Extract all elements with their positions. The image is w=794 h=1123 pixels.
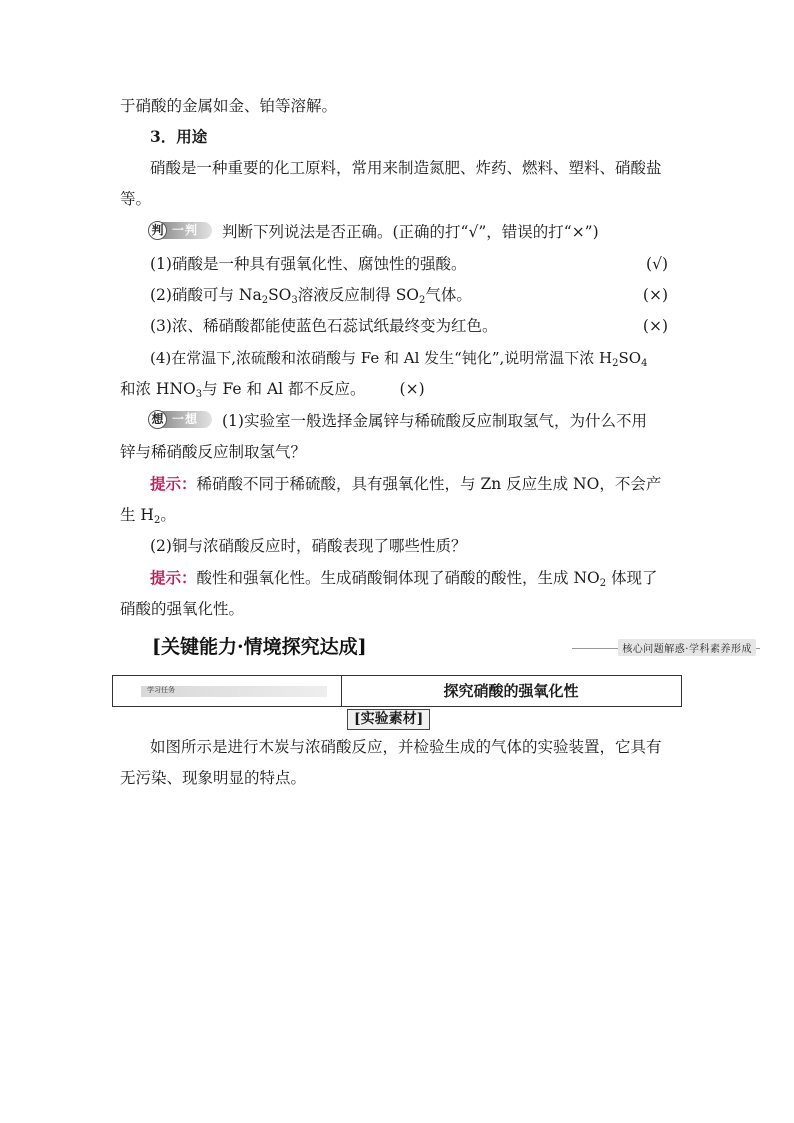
think-answer-2-line1	[150, 567, 706, 589]
judge-item-4-line2	[120, 378, 676, 400]
think-answer-1-line1	[150, 473, 706, 495]
answer-part: 。	[160, 506, 176, 524]
subscript: 2	[419, 295, 426, 306]
section-title: [关键能力·情境探究达成]	[152, 636, 367, 658]
judge-instruction	[150, 221, 706, 243]
formula-part: 气体。	[425, 286, 472, 304]
hint-label: 提示：	[150, 568, 197, 587]
judge-item-3	[150, 315, 676, 337]
judge-item-3-text: (3)浓、稀硝酸都能使蓝色石蕊试纸最终变为红色。	[150, 317, 498, 335]
task-title: 探究硝酸的强氧化性	[443, 682, 579, 700]
judge-item-2	[150, 284, 676, 306]
answer-part: 生 H	[120, 506, 154, 524]
formula-part: SO	[268, 286, 292, 304]
judge-badge	[150, 222, 212, 239]
think-badge	[150, 411, 212, 428]
hint-label: 提示：	[150, 474, 197, 493]
judge-item-1-mark: (√)	[646, 255, 668, 273]
judge-item-4-text: 和浓 HNO	[120, 380, 196, 398]
material-line2: 无污染、现象明显的特点。	[120, 769, 307, 787]
judge-item-3-mark: (×)	[642, 317, 668, 335]
judge-item-4-line1	[150, 347, 706, 369]
think-answer-1-text: 稀硝酸不同于稀硫酸，具有强氧化性，与 Zn 反应生成 NO，不会产	[196, 475, 662, 493]
material-label: [实验素材]	[347, 709, 430, 730]
think-question-1-line1	[150, 410, 706, 432]
subscript: 3	[195, 389, 203, 400]
formula-part: 与 Fe 和 Al 都不反应。	[202, 380, 366, 398]
subscript: 3	[291, 295, 298, 306]
task-table	[112, 675, 682, 707]
subscript: 2	[599, 578, 607, 589]
judge-badge-label: 一判	[172, 223, 199, 237]
subscript: 4	[641, 358, 648, 369]
section-subtitle: 核心问题解惑·学科素养形成	[618, 639, 756, 656]
subscript: 2	[153, 515, 161, 526]
paragraph-continuation: 于硝酸的金属如金、铂等溶解。	[120, 97, 338, 115]
task-tag	[141, 686, 327, 697]
judge-item-4-text: (4)在常温下,浓硫酸和浓硝酸与 Fe 和 Al 发生“钝化”,说明常温下浓 H	[150, 349, 613, 367]
judge-item-1	[150, 253, 676, 275]
section-3-body-line1: 硝酸是一种重要的化工原料，常用来制造氮肥、炸药、燃料、塑料、硝酸盐	[150, 159, 662, 177]
task-tag-label: 学习任务	[147, 686, 175, 694]
subscript: 2	[261, 295, 269, 306]
think-question-1-text: (1)实验室一般选择金属锌与稀硫酸反应制取氢气，为什么不用	[222, 412, 647, 430]
subscript: 2	[612, 358, 619, 369]
judge-item-4-mark: (×)	[399, 380, 425, 398]
section-bar	[120, 632, 760, 662]
think-answer-1-line2	[120, 504, 676, 526]
formula-part: 溶液反应制得 SO	[297, 286, 420, 304]
think-question-2: (2)铜与浓硝酸反应时，硝酸表现了哪些性质？	[150, 537, 467, 555]
judge-item-2-text: (2)硝酸可与 Na	[150, 286, 262, 304]
section-3-body-line2: 等。	[120, 190, 152, 208]
judge-badge-icon: 判	[148, 221, 167, 240]
task-tag-cell	[113, 676, 342, 706]
judge-item-1-text: (1)硝酸是一种具有强氧化性、腐蚀性的强酸。	[150, 255, 467, 273]
judge-item-2-mark: (×)	[642, 286, 668, 304]
section-3-heading: 3．用途	[150, 127, 208, 146]
think-badge-icon: 想	[148, 410, 167, 429]
answer-part: 体现了	[606, 569, 658, 587]
formula-part: SO	[618, 349, 642, 367]
material-line1: 如图所示是进行木炭与浓硝酸反应，并检验生成的气体的实验装置，它具有	[150, 738, 662, 756]
think-badge-label: 一想	[172, 412, 199, 426]
think-question-1-line2: 锌与稀硝酸反应制取氢气？	[120, 443, 307, 461]
judge-instruction-text: 判断下列说法是否正确。(正确的打“√”，错误的打“×”)	[222, 223, 599, 241]
think-answer-2-line2: 硝酸的强氧化性。	[120, 600, 245, 618]
think-answer-2-text: 酸性和强氧化性。生成硝酸铜体现了硝酸的酸性，生成 NO	[196, 569, 600, 587]
